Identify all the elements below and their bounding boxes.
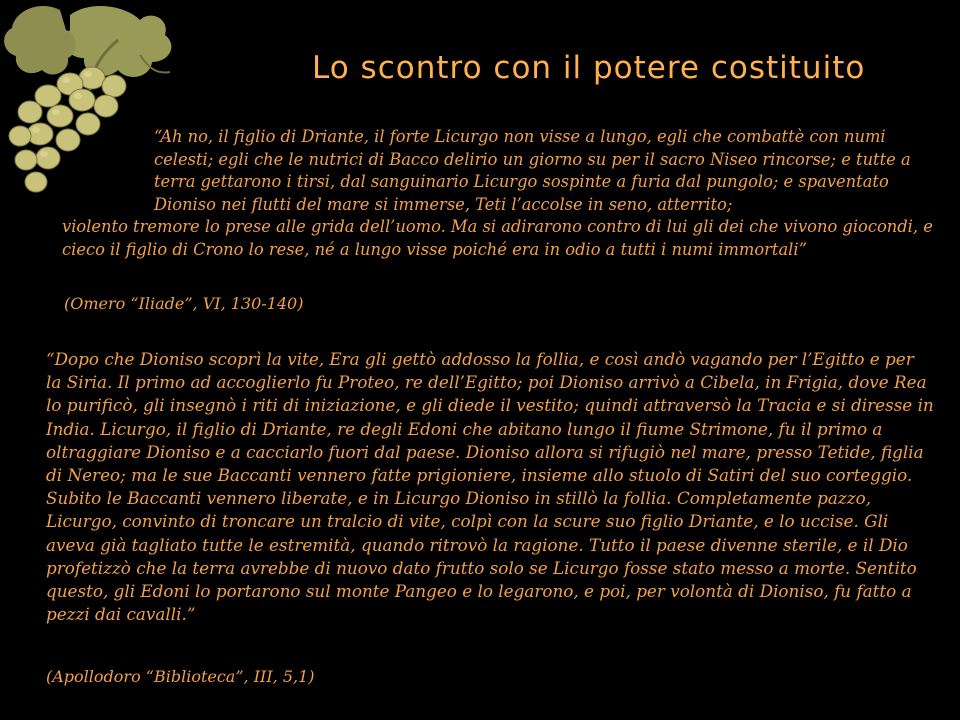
apollodorus-citation: (Apollodoro “Biblioteca”, III, 5,1) <box>46 667 315 686</box>
apollodorus-quote: “Dopo che Dioniso scoprì la vite, Era gli gettò addosso la follia, e così andò vagando per l’Egitto e per la Siria. Il primo ad accoglierlo fu Proteo, re dell’Egitto; poi Dioniso arrivò a Cibela, in Frigia, dove Rea lo purificò, gli insegnò i riti di iniziazione, e gli diede il vestito; quindi attraversò la Tracia e si diresse in India. Licurgo, il figlio di Driante, re degli Edoni che abitano lungo il fiume Strimone, fu il primo a oltraggiare Dioniso e a cacciarlo fuori dal paese. Dioniso allora si rifugiò nel mare, presso Tetide, figlia di Nereo; ma le sue Baccanti vennero fatte prigioniere, insieme allo stuolo di Satiri del suo corteggio. Subito le Baccanti vennero liberate, e in Licurgo Dioniso in stillò la follia. Completamente pazzo, Licurgo, convinto di troncare un tralcio di vite, colpì con la scure suo figlio Driante, e lo uccise. Gli aveva già tagliato tutte le estremità, quando ritrovò la ragione. Tutto il paese divenne sterile, e il Dio profetizzò che la terra avrebbe di nuovo dato frutto solo se Licurgo fosse stato messo a morte. Sentito questo, gli Edoni lo portarono sul monte Pangeo e lo legarono, e poi, per volontà di Dioniso, fu fatto a pezzi dai cavalli.” <box>46 349 934 625</box>
iliad-citation: (Omero “Iliade”, VI, 130-140) <box>64 294 304 313</box>
iliad-quote-continuation: violento tremore lo prese alle grida dell’uomo. Ma si adirarono contro di lui gli dei che vivono giocondi, e cieco il figlio di Crono lo rese, né a lungo visse poiché era in odio a tutti i numi immortali” <box>62 217 933 259</box>
iliad-quote-indented: “Ah no, il figlio di Driante, il forte Licurgo non visse a lungo, egli che combattè con numi celesti; egli che le nutrici di Bacco delirio un giorno su per il sacro Niseo rincorse; e tutte a terra gettarono i tirsi, dal sanguinario Licurgo sospinte a furia dal pungolo; e spaventato Dioniso nei flutti del mare si immerse, Teti l’accolse in seno, atterrito; <box>154 127 911 214</box>
iliad-quote <box>62 126 947 262</box>
slide-title: Lo scontro con il potere costituito <box>312 50 866 86</box>
vine-leaf <box>4 6 76 74</box>
